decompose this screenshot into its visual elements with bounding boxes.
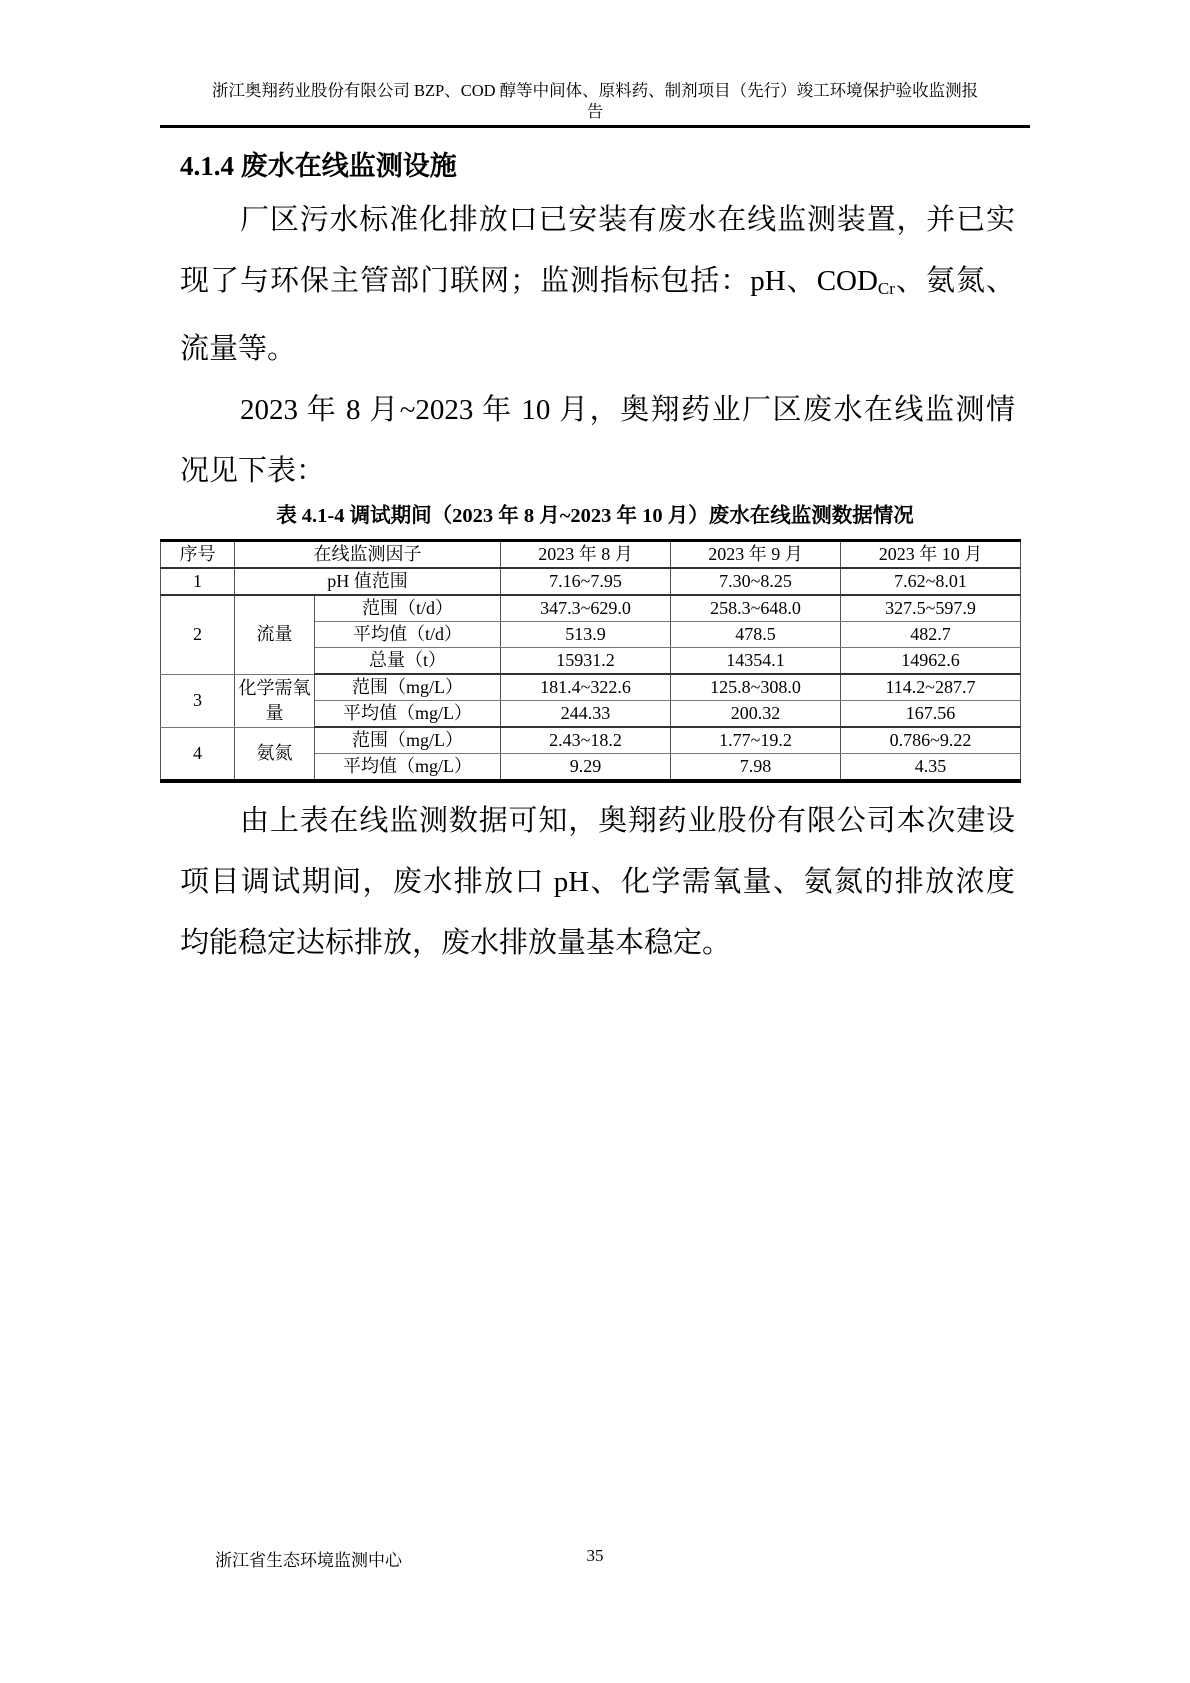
header-rule xyxy=(160,125,1030,128)
page-content xyxy=(160,0,1030,974)
cell-nh3-range-sep: 1.77~19.2 xyxy=(671,727,841,754)
cell-cod-range-oct: 114.2~287.7 xyxy=(841,674,1021,701)
paragraph-text: 、氨氮、 xyxy=(894,265,1015,297)
header-cell-oct: 2023 年 10 月 xyxy=(841,541,1021,569)
cell-ph-sep: 7.30~8.25 xyxy=(671,568,841,595)
paragraph-line: 由上表在线监测数据可知，奥翔药业股份有限公司本次建设 xyxy=(240,805,1015,837)
cell-cod-range-sep: 125.8~308.0 xyxy=(671,674,841,701)
cell-flow-name: 流量 xyxy=(235,595,315,674)
cell-cod-avg-oct: 167.56 xyxy=(841,701,1021,728)
paragraph-line xyxy=(180,251,1015,319)
cell-flow-total-oct: 14962.6 xyxy=(841,648,1021,675)
cell-nh3-avg-label: 平均值（mg/L） xyxy=(315,754,501,782)
cell-nh3-name: 氨氮 xyxy=(235,727,315,781)
paragraph-period-intro xyxy=(180,380,1015,502)
cell-nh3-avg-oct: 4.35 xyxy=(841,754,1021,782)
table-header-row xyxy=(161,541,1021,569)
table-row-flow-range xyxy=(161,595,1021,622)
running-header xyxy=(160,80,1030,122)
cell-cod-no: 3 xyxy=(161,674,235,727)
table-row-cod-range xyxy=(161,674,1021,701)
paragraph-line: 2023 年 8 月~2023 年 10 月，奥翔药业厂区废水在线监测情 xyxy=(240,394,1015,426)
monitoring-data-table xyxy=(160,539,1021,783)
paragraph-line: 项目调试期间，废水排放口 pH、化学需氧量、氨氮的排放浓度 xyxy=(180,866,1015,898)
cell-cod-range-aug: 181.4~322.6 xyxy=(501,674,671,701)
cell-flow-no: 2 xyxy=(161,595,235,674)
cell-nh3-range-label: 范围（mg/L） xyxy=(315,727,501,754)
paragraph-line: 厂区污水标准化排放口已安装有废水在线监测装置，并已实 xyxy=(240,204,1015,236)
table-caption: 表 4.1-4 调试期间（2023 年 8 月~2023 年 10 月）废水在线监测数据情况 xyxy=(276,505,914,527)
cell-flow-total-label: 总量（t） xyxy=(315,648,501,675)
cell-nh3-range-aug: 2.43~18.2 xyxy=(501,727,671,754)
cell-cod-avg-aug: 244.33 xyxy=(501,701,671,728)
cell-flow-avg-label: 平均值（t/d） xyxy=(315,622,501,648)
running-header-line2: 告 xyxy=(586,102,604,121)
paragraph-line: 流量等。 xyxy=(180,333,297,365)
cell-flow-range-label: 范围（t/d） xyxy=(315,595,501,622)
cell-flow-range-aug: 347.3~629.0 xyxy=(501,595,671,622)
cell-flow-range-oct: 327.5~597.9 xyxy=(841,595,1021,622)
header-cell-sep: 2023 年 9 月 xyxy=(671,541,841,569)
cell-flow-avg-sep: 478.5 xyxy=(671,622,841,648)
cell-nh3-avg-sep: 7.98 xyxy=(671,754,841,782)
table-row-ph xyxy=(161,568,1021,595)
table-row-nh3-range xyxy=(161,727,1021,754)
footer-page-number: 35 xyxy=(586,1546,604,1565)
cell-nh3-range-oct: 0.786~9.22 xyxy=(841,727,1021,754)
cell-flow-avg-aug: 513.9 xyxy=(501,622,671,648)
running-header-line1: 浙江奥翔药业股份有限公司 BZP、COD 醇等中间体、原料药、制剂项目（先行）竣工环境保护验收监测报 xyxy=(211,81,979,100)
section-heading: 4.1.4 废水在线监测设施 xyxy=(180,151,457,181)
cell-cod-avg-label: 平均值（mg/L） xyxy=(315,701,501,728)
cell-nh3-no: 4 xyxy=(161,727,235,781)
cell-cod-avg-sep: 200.32 xyxy=(671,701,841,728)
cell-cod-name: 化学需氧量 xyxy=(235,674,315,727)
header-cell-factor: 在线监测因子 xyxy=(235,541,501,569)
cell-nh3-avg-aug: 9.29 xyxy=(501,754,671,782)
cell-flow-total-aug: 15931.2 xyxy=(501,648,671,675)
cod-cr-subscript: Cr xyxy=(877,279,895,298)
paragraph-conclusion xyxy=(180,791,1015,974)
cell-flow-total-sep: 14354.1 xyxy=(671,648,841,675)
cell-cod-range-label: 范围（mg/L） xyxy=(315,674,501,701)
cell-flow-range-sep: 258.3~648.0 xyxy=(671,595,841,622)
paragraph-online-monitoring xyxy=(180,190,1015,380)
paragraph-text: 现了与环保主管部门联网；监测指标包括：pH、COD xyxy=(180,265,878,297)
cell-ph-oct: 7.62~8.01 xyxy=(841,568,1021,595)
cell-ph-no: 1 xyxy=(161,568,235,595)
cell-flow-avg-oct: 482.7 xyxy=(841,622,1021,648)
header-cell-no: 序号 xyxy=(161,541,235,569)
paragraph-line: 况见下表： xyxy=(180,455,326,487)
cell-ph-aug: 7.16~7.95 xyxy=(501,568,671,595)
cell-ph-label: pH 值范围 xyxy=(235,568,501,595)
paragraph-line: 均能稳定达标排放，废水排放量基本稳定。 xyxy=(180,927,732,959)
footer-organization: 浙江省生态环境监测中心 xyxy=(215,1551,402,1570)
header-cell-aug: 2023 年 8 月 xyxy=(501,541,671,569)
